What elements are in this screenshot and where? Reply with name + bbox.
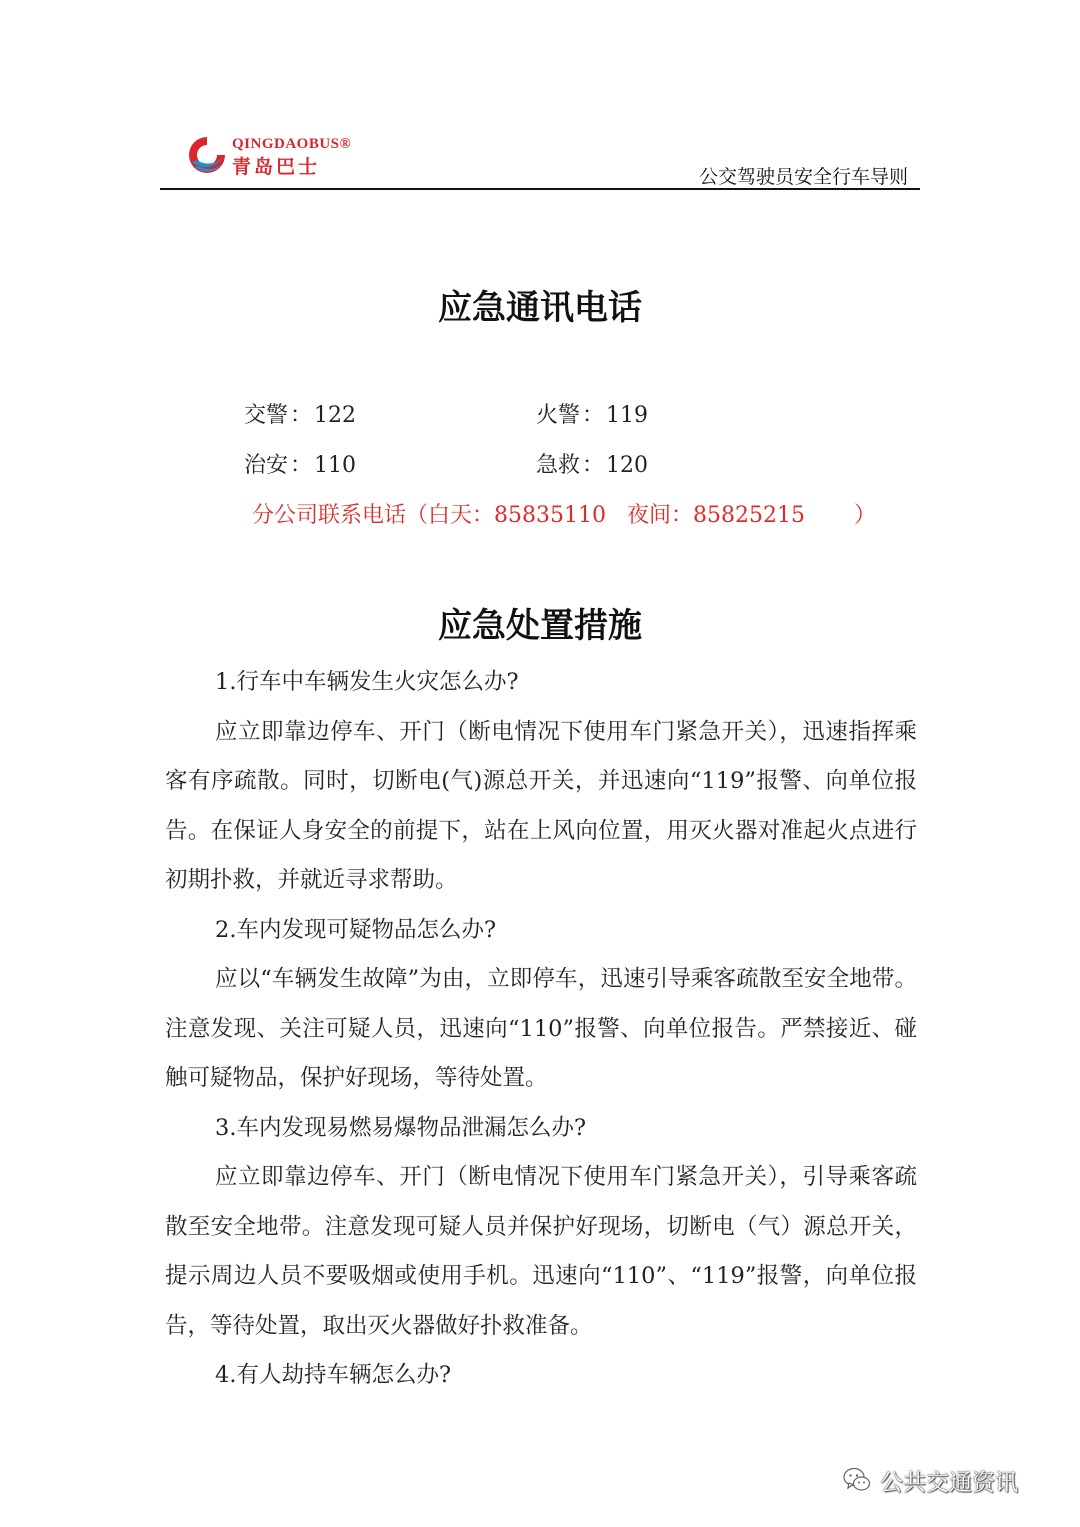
phone-label: 急救 (536, 453, 581, 478)
header-divider (160, 188, 920, 190)
measure-question: 1.行车中车辆发生火灾怎么办? (215, 669, 519, 695)
measure-question: 4.有人劫持车辆怎么办? (215, 1362, 452, 1388)
branch-label: 分公司联系电话（白天： (252, 503, 495, 528)
page-header (160, 130, 920, 192)
measure-answer: 应立即靠边停车、开门（断电情况下使用车门紧急开关），迅速指挥乘客有序疏散。同时，切断电(气)源总开关，并迅速向“119”报警、向单位报告。在保证人身安全的前提下，站在上风向位置，用灭火器对准起火点进行初期扑救，并就近寻求帮助。 (165, 718, 917, 893)
phone-separator: ： (582, 403, 605, 428)
measure-question: 3.车内发现易燃易爆物品泄漏怎么办? (215, 1114, 587, 1141)
emergency-phones-title: 应急通讯电话 (438, 288, 642, 328)
phone-entry-fire (536, 398, 648, 429)
measure-question: 2.车内发现可疑物品怎么办? (215, 916, 497, 943)
phone-number: 120 (606, 453, 649, 478)
qingdaobus-logo-mark-icon (186, 134, 228, 176)
logo-english-text: QINGDAOBUS® (232, 136, 352, 152)
phone-label: 交警 (244, 403, 289, 428)
branch-day-number: 85835110 (494, 503, 606, 528)
emergency-measures-title: 应急处置措施 (438, 606, 642, 646)
branch-night-label: 夜间： (626, 503, 693, 528)
phone-separator: ： (290, 403, 313, 428)
qingdaobus-logo (186, 130, 356, 180)
phone-number: 110 (314, 453, 357, 478)
branch-close: ） (853, 503, 876, 528)
measures-content (165, 658, 917, 1401)
phone-label: 火警 (536, 403, 581, 428)
watermark-text: 公共交通资讯 (880, 1469, 1018, 1496)
phone-separator: ： (582, 453, 605, 478)
branch-night-number: 85825215 (693, 503, 805, 528)
phone-entry-ambulance (536, 448, 648, 479)
phone-number: 119 (606, 403, 649, 428)
measure-answer: 应立即靠边停车、开门（断电情况下使用车门紧急开关），引导乘客疏散至安全地带。注意发现可疑人员并保护好现场，切断电（气）源总开关，提示周边人员不要吸烟或使用手机。迅速向“110”、“119”报警，向单位报告，等待处置，取出灭火器做好扑救准备。 (165, 1164, 917, 1339)
document-title: 公交驾驶员安全行车导则 (698, 166, 908, 188)
logo-chinese-text: 青岛巴士 (232, 156, 321, 178)
wechat-icon (842, 1465, 872, 1495)
phone-number: 122 (314, 403, 357, 428)
phone-separator: ： (290, 453, 313, 478)
phone-entry-traffic-police (244, 398, 356, 429)
measure-answer: 应以“车辆发生故障”为由，立即停车，迅速引导乘客疏散至安全地带。注意发现、关注可疑人员，迅速向“110”报警、向单位报告。严禁接近、碰触可疑物品，保护好现场，等待处置。 (165, 966, 917, 1091)
phone-label: 治安 (244, 453, 289, 478)
branch-contact-line (252, 498, 876, 529)
watermark (842, 1462, 1018, 1498)
phone-entry-public-security (244, 448, 356, 479)
